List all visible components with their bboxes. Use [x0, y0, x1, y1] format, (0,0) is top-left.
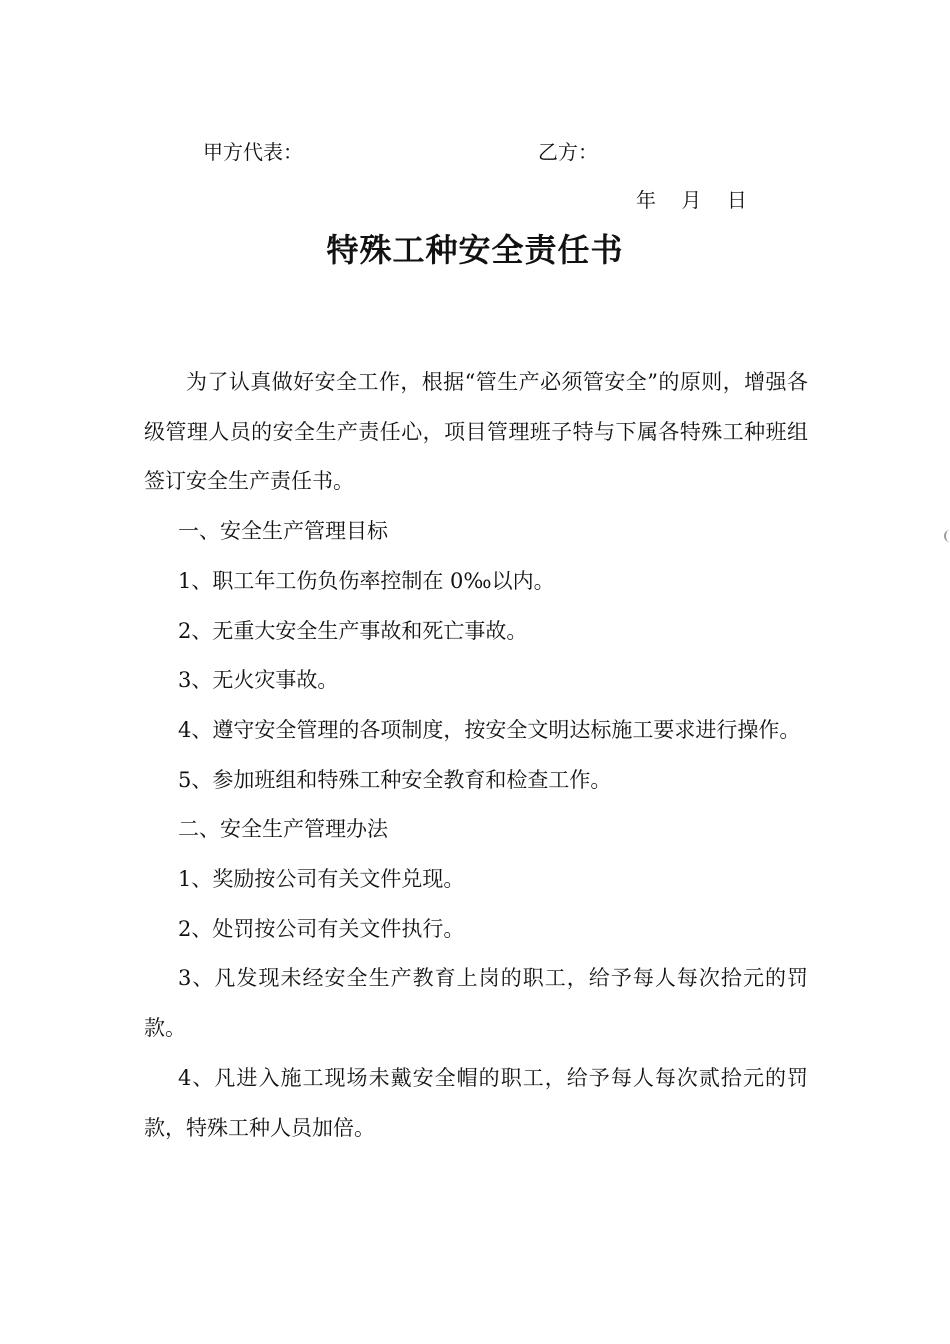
method-item-4: 4、凡进入施工现场未戴安全帽的职工，给予每人每次贰拾元的罚款，特殊工种人员加倍。 — [144, 1065, 808, 1140]
method-item-2: 2、处罚按公司有关文件执行。 — [178, 916, 465, 941]
goal-item-4: 4、遵守安全管理的各项制度，按安全文明达标施工要求进行操作。 — [178, 717, 801, 742]
section-heading-methods: 二、安全生产管理办法 — [178, 817, 388, 842]
page-edge-mark — [944, 530, 950, 542]
goal-item-2: 2、无重大安全生产事故和死亡事故。 — [178, 618, 528, 643]
document-body — [144, 358, 808, 1153]
method-item-1: 1、奖励按公司有关文件兑现。 — [178, 867, 465, 892]
party-b-signature-label: 乙方： — [538, 140, 598, 164]
method-item-3: 3、凡发现未经安全生产教育上岗的职工，给予每人每次拾元的罚款。 — [144, 966, 808, 1041]
party-a-signature-label: 甲方代表： — [203, 140, 303, 164]
document-title: 特殊工种安全责任书 — [326, 231, 624, 269]
goal-item-1: 1、职工年工伤负伤率控制在 0‰以内。 — [178, 568, 555, 593]
section-heading-goals: 一、安全生产管理目标 — [178, 519, 388, 544]
date-line: 年 月 日 — [636, 188, 747, 212]
intro-paragraph: 为了认真做好安全工作，根据“管生产必须管安全”的原则，增强各级管理人员的安全生产责任心，项目管理班子特与下属各特殊工种班组签订安全生产责任书。 — [144, 370, 808, 494]
goal-item-5: 5、参加班组和特殊工种安全教育和检查工作。 — [178, 767, 612, 792]
goal-item-3: 3、无火灾事故。 — [178, 668, 339, 693]
